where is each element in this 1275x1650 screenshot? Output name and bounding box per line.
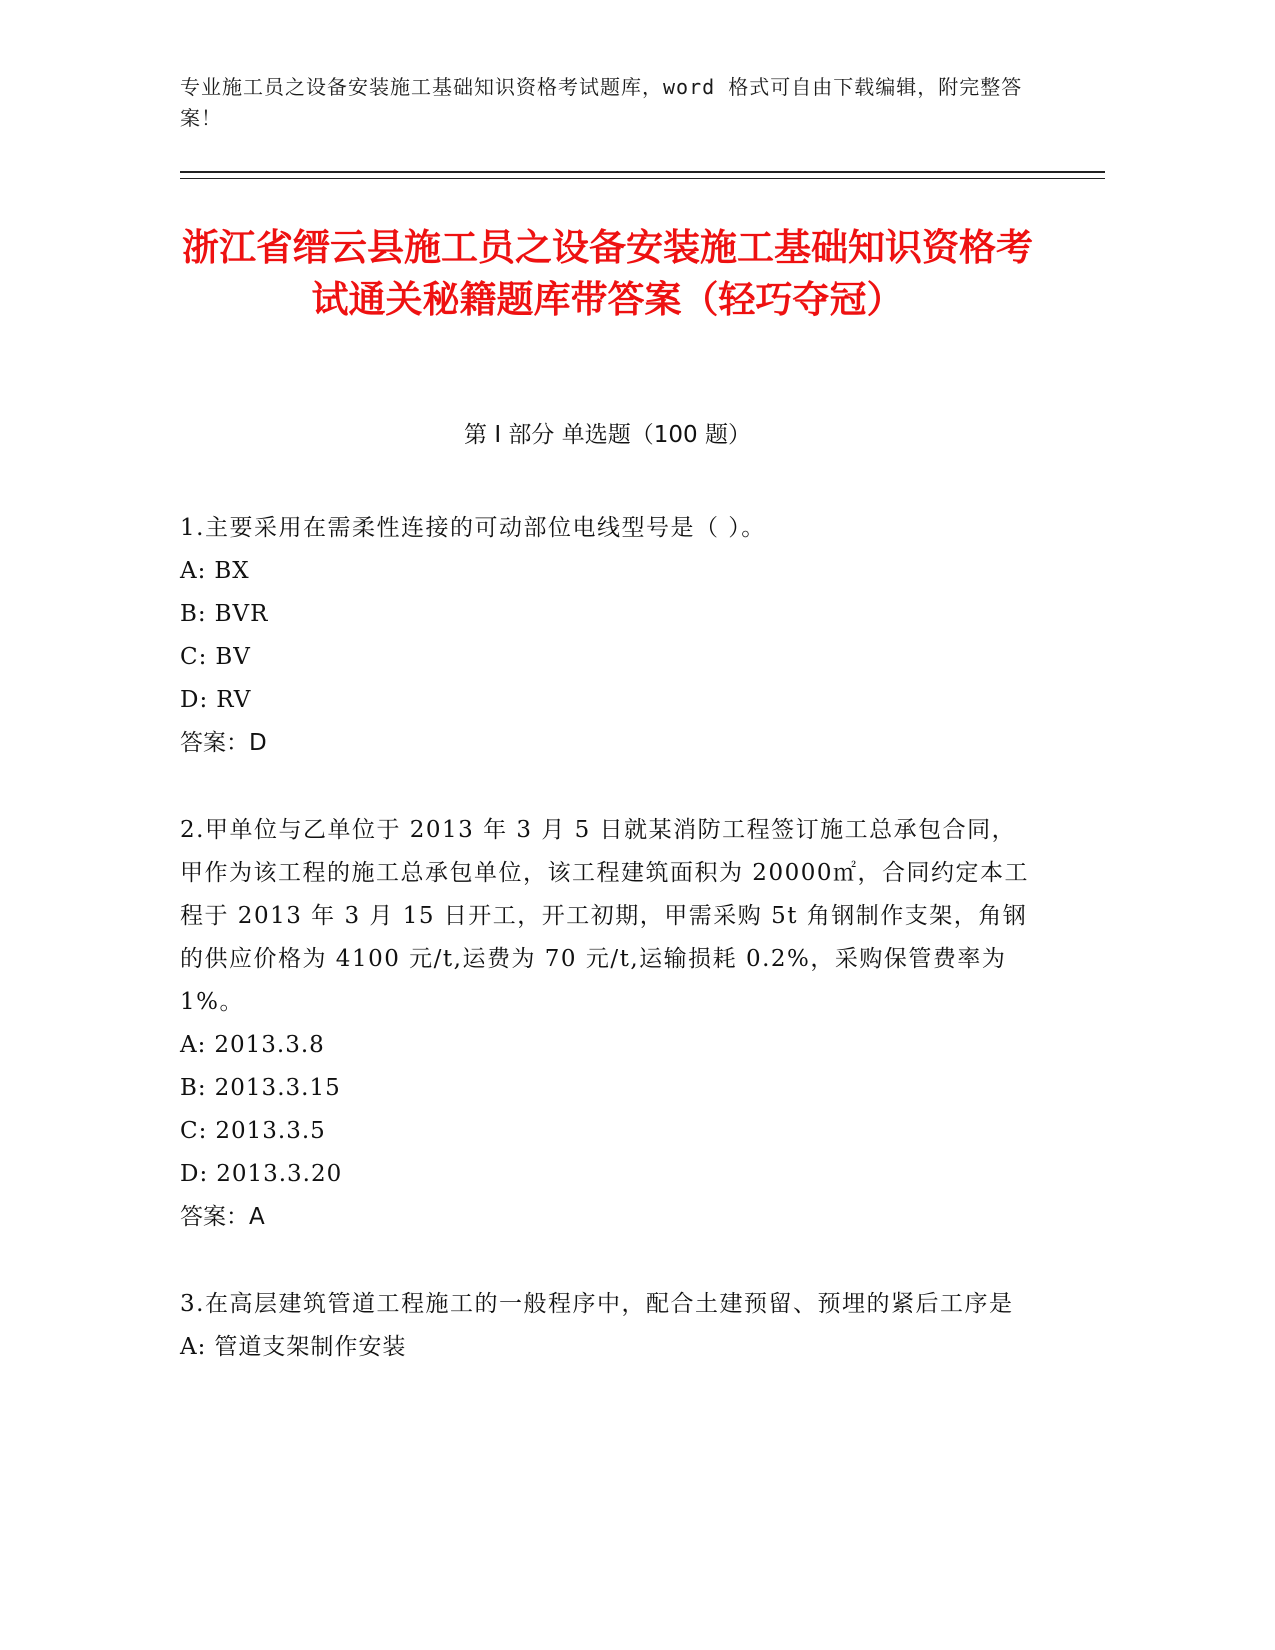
section-title: 第 I 部分 单选题（100 题） [464, 422, 751, 448]
question-2 [180, 809, 1035, 1239]
option-label: B: [180, 601, 207, 627]
question-3 [180, 1283, 1035, 1369]
option-c [180, 636, 1035, 679]
question-stem: 3.在高层建筑管道工程施工的一般程序中，配合土建预留、预埋的紧后工序是 [180, 1291, 1014, 1317]
answer: 答案：A [180, 1204, 265, 1230]
option-label: A: [180, 558, 207, 584]
option-text: RV [216, 687, 252, 713]
question-stem: 2.甲单位与乙单位于 2013 年 3 月 5 日就某消防工程签订施工总承包合同，甲作为该工程的施工总承包单位，该工程建筑面积为 20000㎡，合同约定本工程于 2013 年 3 月 15 日开工，开工初期，甲需采购 5t 角钢制作支架，角钢的供应价格为 4100 元/t,运费为 70 元/t,运输损耗 0.2%，采购保管费率为 1%。 [180, 817, 1029, 1015]
option-d [180, 679, 1035, 722]
answer: 答案：D [180, 730, 267, 756]
option-text: BVR [214, 601, 269, 627]
option-label: D: [180, 1161, 209, 1187]
option-a [180, 1024, 1035, 1067]
question-list [180, 507, 1035, 1413]
option-text: 管道支架制作安装 [214, 1334, 407, 1360]
header-divider-thin [180, 178, 1105, 179]
option-a [180, 550, 1035, 593]
option-b [180, 593, 1035, 636]
option-label: B: [180, 1075, 207, 1101]
option-text: 2013.3.15 [214, 1075, 341, 1101]
question-stem: 1.主要采用在需柔性连接的可动部位电线型号是（ ）。 [180, 515, 766, 541]
option-d [180, 1153, 1035, 1196]
header-divider-thick [180, 171, 1105, 173]
option-a [180, 1326, 1035, 1369]
option-c [180, 1110, 1035, 1153]
option-text: BV [215, 644, 251, 670]
option-b [180, 1067, 1035, 1110]
option-label: A: [180, 1032, 207, 1058]
option-label: C: [180, 1118, 208, 1144]
header-note: 专业施工员之设备安装施工基础知识资格考试题库，word 格式可自由下载编辑，附完整答案！ [180, 75, 1023, 130]
option-text: BX [214, 558, 250, 584]
option-text: 2013.3.5 [215, 1118, 326, 1144]
question-1 [180, 507, 1035, 765]
document-title: 浙江省缙云县施工员之设备安装施工基础知识资格考试通关秘籍题库带答案（轻巧夺冠） [182, 226, 1033, 321]
option-text: 2013.3.20 [216, 1161, 343, 1187]
option-text: 2013.3.8 [214, 1032, 325, 1058]
option-label: C: [180, 644, 208, 670]
option-label: A: [180, 1334, 207, 1360]
option-label: D: [180, 687, 209, 713]
